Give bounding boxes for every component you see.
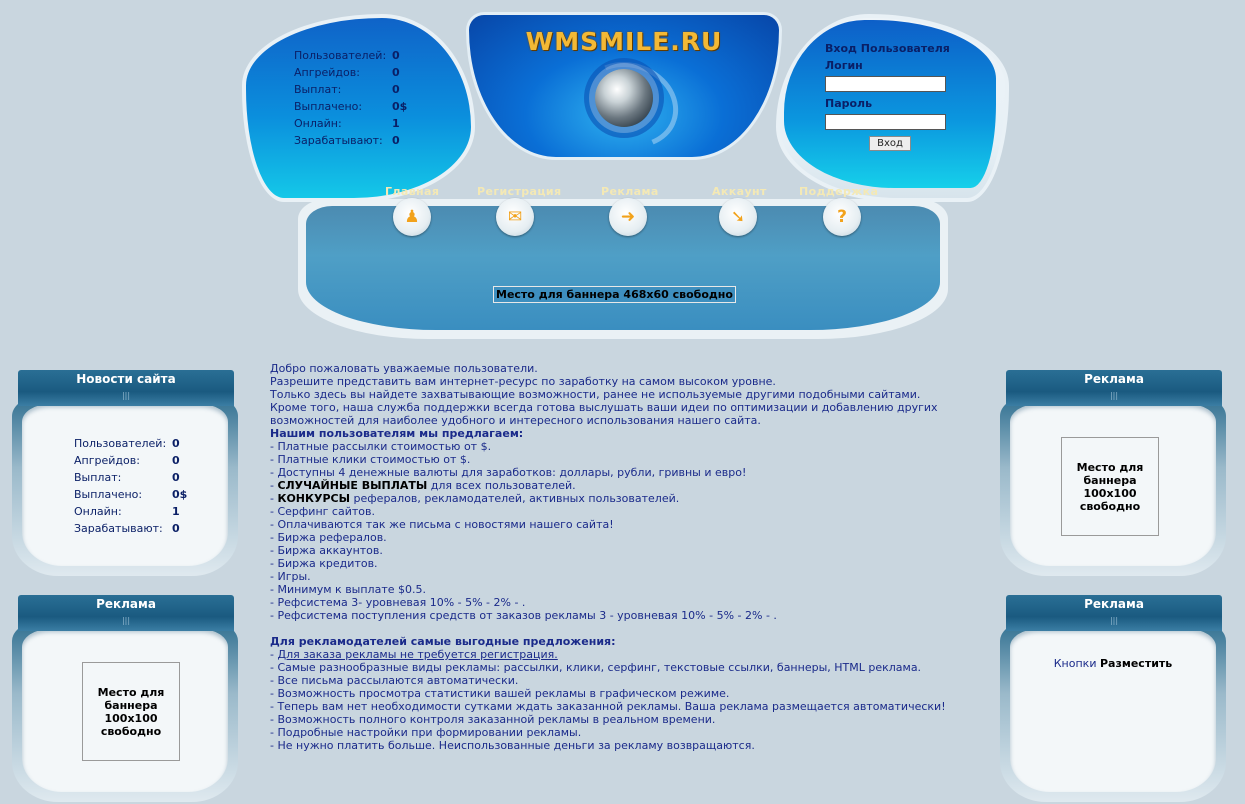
advertisers-heading: Для рекламодателей самые выгодные предложения: [270, 635, 616, 648]
offer-item: - Биржа кредитов. [270, 557, 378, 570]
stat-value: 0 [392, 83, 400, 96]
advertiser-item: - Теперь вам нет необходимости сутками ждать заказанной рекламы. Ваша реклама размещается автоматически! [270, 700, 946, 713]
left-ad-box [12, 595, 240, 800]
advertiser-item: - Для заказа рекламы не требуется регистрация. [270, 648, 558, 661]
offer-item: - Игры. [270, 570, 311, 583]
nav-account-button[interactable] [719, 198, 757, 236]
password-input[interactable] [825, 114, 946, 130]
users-heading: Нашим пользователям мы предлагаем: [270, 427, 524, 440]
nav-label-register[interactable]: Регистрация [477, 185, 562, 198]
offer-item: - Минимум к выплате $0.5. [270, 583, 426, 596]
offer-item-strong: СЛУЧАЙНЫЕ ВЫПЛАТЫ [277, 479, 428, 492]
envelope-icon: ✉ [507, 207, 523, 227]
stat-label: Зарабатывают: [74, 522, 163, 535]
right-ad-box-bottom [1000, 595, 1228, 800]
intro-line: Разрешите представить вам интернет-ресурс по заработку на самом высоком уровне. [270, 375, 776, 388]
stat-value: 0 [392, 134, 400, 147]
offer-item: - Оплачиваются так же письма с новостями нашего сайта! [270, 518, 614, 531]
stat-label: Выплат: [74, 471, 122, 484]
offer-item: - Платные клики стоимостью от $. [270, 453, 471, 466]
notch-icon: ||| [1109, 616, 1119, 625]
ad-banner-100x100[interactable]: Место для баннера 100x100 свободно [82, 662, 180, 761]
login-button[interactable]: Вход [869, 136, 911, 151]
nav-label-account[interactable]: Аккаунт [712, 185, 767, 198]
stat-value: 0 [392, 49, 400, 62]
stat-value: 0$ [172, 488, 188, 501]
logo-text: WMSMILE.RU [525, 27, 723, 56]
site-logo[interactable] [466, 12, 782, 160]
nav-register-button[interactable] [496, 198, 534, 236]
notch-icon: ||| [121, 391, 131, 400]
intro-line: Кроме того, наша служба поддержки всегда готова выслушать ваши идеи по оптимизации и добавлению других [270, 401, 938, 414]
stat-value: 0 [392, 66, 400, 79]
stat-label: Зарабатывают: [294, 134, 383, 147]
stat-value: 1 [172, 505, 180, 518]
buttons-line [1000, 657, 1226, 670]
stat-label: Онлайн: [294, 117, 342, 130]
buttons-label: Кнопки [1053, 657, 1097, 670]
ad-banner-100x100[interactable]: Место для баннера 100x100 свободно [1061, 437, 1159, 536]
offer-item: - Платные рассылки стоимостью от $. [270, 440, 492, 453]
offer-item: - КОНКУРСЫ рефералов, рекламодателей, активных пользователей. [270, 492, 680, 505]
banner-468x60[interactable]: Место для баннера 468x60 свободно [493, 286, 736, 303]
offer-item: - Серфинг сайтов. [270, 505, 375, 518]
question-icon: ? [837, 207, 847, 227]
advertiser-item: - Не нужно платить больше. Неиспользованные деньги за рекламу возвращаются. [270, 739, 755, 752]
stat-value: 0 [172, 454, 180, 467]
right-ad-box-top [1000, 370, 1228, 580]
news-box-title: Новости сайта [76, 372, 176, 386]
left-ad-box-title: Реклама [96, 597, 156, 611]
offer-item: - Биржа аккаунтов. [270, 544, 383, 557]
news-box-header [18, 370, 234, 406]
login-label: Логин [825, 59, 863, 72]
advertiser-item: - Возможность полного контроля заказанной рекламы в реальном времени. [270, 713, 716, 726]
right-ad-box-bottom-title: Реклама [1084, 597, 1144, 611]
advertiser-item: - Самые разнообразные виды рекламы: рассылки, клики, серфинг, текстовые ссылки, баннеры, HTML реклама. [270, 661, 922, 674]
stat-label: Пользователей: [74, 437, 167, 450]
stat-value: 0 [172, 522, 180, 535]
login-input[interactable] [825, 76, 946, 92]
stat-label: Выплачено: [294, 100, 363, 113]
right-ad-box-bottom-body [1000, 621, 1226, 802]
arrow-down-right-icon: ➘ [730, 207, 746, 227]
nav-label-home[interactable]: Главная [385, 185, 440, 198]
password-label: Пароль [825, 97, 873, 110]
home-icon: ♟ [404, 207, 420, 227]
offer-item: - Доступны 4 денежные валюты для заработков: доллары, рубли, гривны и евро! [270, 466, 747, 479]
stat-label: Апгрейдов: [294, 66, 360, 79]
arrow-right-icon: ➜ [620, 207, 636, 227]
nav-support-button[interactable] [823, 198, 861, 236]
intro-line: Добро пожаловать уважаемые пользователи. [270, 362, 538, 375]
no-registration-link[interactable]: Для заказа рекламы не требуется регистрация. [277, 648, 558, 661]
intro-line: возможностей для наиболее удобного и интересного использования нашего сайта. [270, 414, 761, 427]
offer-item: - Биржа рефералов. [270, 531, 387, 544]
advertiser-item: - Все письма рассылаются автоматически. [270, 674, 519, 687]
intro-line: Только здесь вы найдете захватывающие возможности, ранее не используемые другими подобными сайтами. [270, 388, 921, 401]
nav-label-ads[interactable]: Реклама [601, 185, 659, 198]
main-content [270, 362, 970, 752]
news-box-body [12, 396, 238, 576]
offer-item: - Рефсистема поступления средств от заказов рекламы 3 - уровневая 10% - 5% - 2% - . [270, 609, 777, 622]
stat-value: 0$ [392, 100, 408, 113]
stat-value: 0 [172, 471, 180, 484]
nav-ads-button[interactable] [609, 198, 647, 236]
notch-icon: ||| [1109, 391, 1119, 400]
notch-icon: ||| [121, 616, 131, 625]
nav-home-button[interactable] [393, 198, 431, 236]
left-ad-box-header [18, 595, 234, 631]
stat-label: Онлайн: [74, 505, 122, 518]
globe-icon [595, 69, 653, 127]
advertiser-item: - Возможность просмотра статистики вашей рекламы в графическом режиме. [270, 687, 730, 700]
right-ad-box-top-title: Реклама [1084, 372, 1144, 386]
stat-label: Выплат: [294, 83, 342, 96]
right-ad-box-top-header [1006, 370, 1222, 406]
login-title: Вход Пользователя [825, 42, 950, 55]
right-ad-box-bottom-header [1006, 595, 1222, 631]
stat-label: Апгрейдов: [74, 454, 140, 467]
stat-label: Выплачено: [74, 488, 143, 501]
nav-label-support[interactable]: Поддержка [799, 185, 879, 198]
news-box [12, 370, 240, 580]
advertiser-item: - Подробные настройки при формировании рекламы. [270, 726, 582, 739]
spacer [270, 622, 970, 635]
offer-item: - Рефсистема 3- уровневая 10% - 5% - 2% - . [270, 596, 526, 609]
stat-label: Пользователей: [294, 49, 387, 62]
place-button-link[interactable]: Разместить [1099, 657, 1173, 670]
stat-value: 0 [172, 437, 180, 450]
offer-item: - СЛУЧАЙНЫЕ ВЫПЛАТЫ для всех пользователей. [270, 479, 576, 492]
stat-value: 1 [392, 117, 400, 130]
offer-item-strong: КОНКУРСЫ [277, 492, 351, 505]
